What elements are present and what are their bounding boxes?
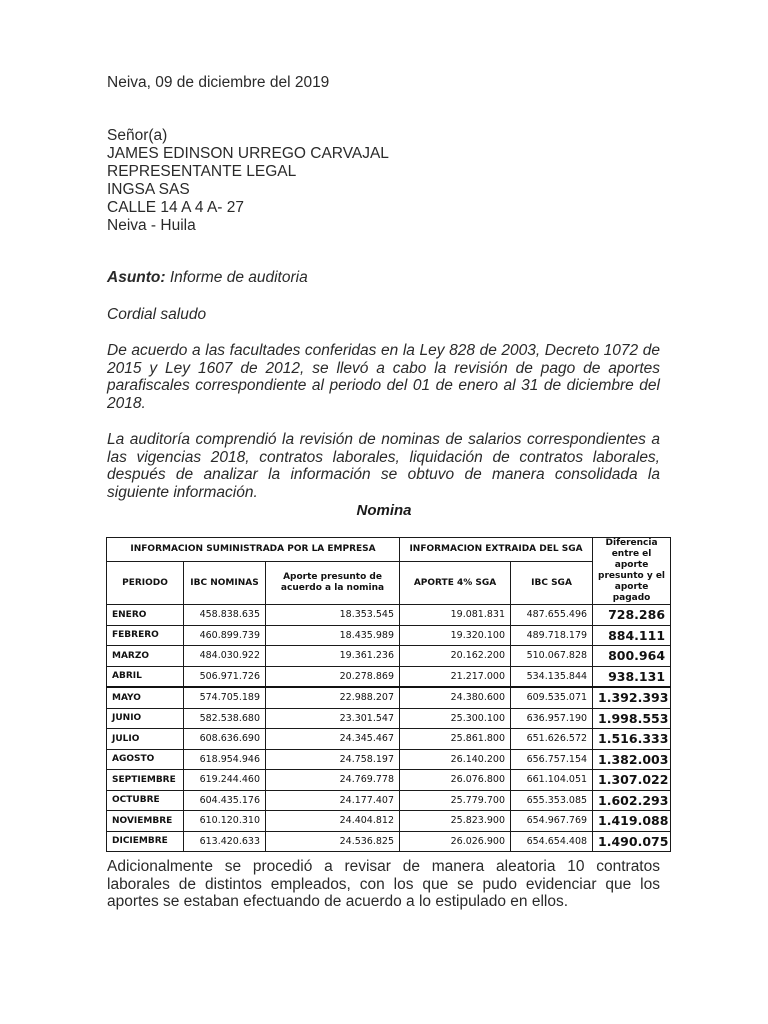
celda-aporte-presunto: 19.361.236 bbox=[266, 646, 400, 667]
celda-ibc-sga: 510.067.828 bbox=[511, 646, 593, 667]
table-row bbox=[107, 811, 671, 832]
celda-mes: MARZO bbox=[107, 646, 184, 667]
celda-ibc-nominas: 610.120.310 bbox=[184, 811, 266, 832]
celda-aporte-sga: 26.026.900 bbox=[400, 831, 511, 852]
celda-diferencia: 1.490.075 bbox=[593, 831, 671, 852]
destinatario-nombre: JAMES EDINSON URREGO CARVAJAL bbox=[107, 145, 389, 162]
celda-aporte-sga: 19.081.831 bbox=[400, 605, 511, 626]
celda-ibc-sga: 656.757.154 bbox=[511, 749, 593, 770]
table-row bbox=[107, 666, 671, 687]
table-row bbox=[107, 708, 671, 729]
celda-aporte-presunto: 24.345.467 bbox=[266, 729, 400, 750]
table-row bbox=[107, 646, 671, 667]
destinatario-direccion: CALLE 14 A 4 A- 27 bbox=[107, 199, 245, 216]
celda-mes: AGOSTO bbox=[107, 749, 184, 770]
celda-ibc-nominas: 574.705.189 bbox=[184, 687, 266, 708]
celda-aporte-presunto: 18.435.989 bbox=[266, 625, 400, 646]
celda-diferencia: 1.307.022 bbox=[593, 770, 671, 791]
celda-mes: ABRIL bbox=[107, 666, 184, 687]
celda-diferencia: 1.392.393 bbox=[593, 687, 671, 708]
celda-aporte-presunto: 24.177.407 bbox=[266, 790, 400, 811]
celda-mes: ENERO bbox=[107, 605, 184, 626]
celda-aporte-presunto: 23.301.547 bbox=[266, 708, 400, 729]
table-row bbox=[107, 625, 671, 646]
celda-ibc-nominas: 619.244.460 bbox=[184, 770, 266, 791]
celda-aporte-presunto: 22.988.207 bbox=[266, 687, 400, 708]
encabezado-diferencia: Diferencia entre el aporte presunto y el aporte pagado bbox=[593, 538, 671, 605]
celda-aporte-sga: 25.300.100 bbox=[400, 708, 511, 729]
celda-aporte-presunto: 20.278.869 bbox=[266, 666, 400, 687]
table-row bbox=[107, 729, 671, 750]
encabezado-grupo-sga: INFORMACION EXTRAIDA DEL SGA bbox=[400, 538, 593, 562]
celda-ibc-nominas: 506.971.726 bbox=[184, 666, 266, 687]
celda-ibc-nominas: 613.420.633 bbox=[184, 831, 266, 852]
celda-ibc-sga: 487.655.496 bbox=[511, 605, 593, 626]
celda-aporte-sga: 20.162.200 bbox=[400, 646, 511, 667]
celda-ibc-sga: 534.135.844 bbox=[511, 666, 593, 687]
celda-aporte-sga: 19.320.100 bbox=[400, 625, 511, 646]
saludo: Cordial saludo bbox=[107, 306, 207, 323]
destinatario-ciudad: Neiva - Huila bbox=[107, 217, 196, 234]
celda-ibc-sga: 651.626.572 bbox=[511, 729, 593, 750]
encabezado-aporte-sga: APORTE 4% SGA bbox=[400, 562, 511, 605]
encabezado-ibc-sga: IBC SGA bbox=[511, 562, 593, 605]
celda-diferencia: 1.419.088 bbox=[593, 811, 671, 832]
celda-aporte-presunto: 24.404.812 bbox=[266, 811, 400, 832]
celda-mes: OCTUBRE bbox=[107, 790, 184, 811]
tabla-nomina bbox=[106, 537, 671, 852]
table-row bbox=[107, 749, 671, 770]
celda-diferencia: 1.998.553 bbox=[593, 708, 671, 729]
celda-ibc-nominas: 618.954.946 bbox=[184, 749, 266, 770]
celda-diferencia: 1.602.293 bbox=[593, 790, 671, 811]
celda-aporte-sga: 24.380.600 bbox=[400, 687, 511, 708]
table-row bbox=[107, 770, 671, 791]
celda-aporte-presunto: 18.353.545 bbox=[266, 605, 400, 626]
encabezado-ibc-nominas: IBC NOMINAS bbox=[184, 562, 266, 605]
celda-aporte-sga: 25.823.900 bbox=[400, 811, 511, 832]
celda-ibc-sga: 654.967.769 bbox=[511, 811, 593, 832]
parrafo-introduccion: De acuerdo a las facultades conferidas en la Ley 828 de 2003, Decreto 1072 de 2015 y Ley 1607 de 2012, se llevó a cabo la revisión de pago de aportes parafiscales correspondiente al periodo del 01 de enero al 31 de diciembre del 2018. bbox=[107, 342, 660, 412]
celda-diferencia: 728.286 bbox=[593, 605, 671, 626]
celda-ibc-sga: 636.957.190 bbox=[511, 708, 593, 729]
celda-aporte-sga: 26.076.800 bbox=[400, 770, 511, 791]
encabezado-aporte-presunto: Aporte presunto de acuerdo a la nomina bbox=[266, 562, 400, 605]
destinatario-cargo: REPRESENTANTE LEGAL bbox=[107, 163, 297, 180]
celda-mes: NOVIEMBRE bbox=[107, 811, 184, 832]
celda-mes: DICIEMBRE bbox=[107, 831, 184, 852]
celda-ibc-nominas: 458.838.635 bbox=[184, 605, 266, 626]
celda-diferencia: 1.516.333 bbox=[593, 729, 671, 750]
celda-diferencia: 884.111 bbox=[593, 625, 671, 646]
celda-mes: MAYO bbox=[107, 687, 184, 708]
asunto bbox=[107, 269, 308, 287]
tabla-titulo: Nomina bbox=[356, 502, 412, 519]
destinatario-empresa: INGSA SAS bbox=[107, 181, 190, 198]
celda-ibc-sga: 661.104.051 bbox=[511, 770, 593, 791]
celda-mes: FEBRERO bbox=[107, 625, 184, 646]
celda-aporte-sga: 25.779.700 bbox=[400, 790, 511, 811]
celda-ibc-sga: 654.654.408 bbox=[511, 831, 593, 852]
table-row bbox=[107, 605, 671, 626]
celda-ibc-nominas: 484.030.922 bbox=[184, 646, 266, 667]
celda-aporte-sga: 25.861.800 bbox=[400, 729, 511, 750]
celda-ibc-sga: 655.353.085 bbox=[511, 790, 593, 811]
asunto-label: Asunto: bbox=[107, 269, 166, 286]
celda-aporte-presunto: 24.758.197 bbox=[266, 749, 400, 770]
fecha: Neiva, 09 de diciembre del 2019 bbox=[107, 74, 330, 91]
celda-mes: SEPTIEMBRE bbox=[107, 770, 184, 791]
encabezado-grupo-empresa: INFORMACION SUMINISTRADA POR LA EMPRESA bbox=[107, 538, 400, 562]
celda-ibc-nominas: 604.435.176 bbox=[184, 790, 266, 811]
celda-ibc-sga: 609.535.071 bbox=[511, 687, 593, 708]
encabezado-periodo: PERIODO bbox=[107, 562, 184, 605]
celda-aporte-presunto: 24.536.825 bbox=[266, 831, 400, 852]
celda-aporte-presunto: 24.769.778 bbox=[266, 770, 400, 791]
celda-mes: JULIO bbox=[107, 729, 184, 750]
celda-aporte-sga: 26.140.200 bbox=[400, 749, 511, 770]
celda-diferencia: 938.131 bbox=[593, 666, 671, 687]
asunto-texto: Informe de auditoria bbox=[165, 269, 308, 286]
table-row bbox=[107, 687, 671, 708]
celda-ibc-nominas: 460.899.739 bbox=[184, 625, 266, 646]
table-row bbox=[107, 790, 671, 811]
celda-ibc-sga: 489.718.179 bbox=[511, 625, 593, 646]
table-row bbox=[107, 831, 671, 852]
celda-ibc-nominas: 582.538.680 bbox=[184, 708, 266, 729]
celda-mes: JUNIO bbox=[107, 708, 184, 729]
celda-diferencia: 800.964 bbox=[593, 646, 671, 667]
celda-aporte-sga: 21.217.000 bbox=[400, 666, 511, 687]
celda-ibc-nominas: 608.636.690 bbox=[184, 729, 266, 750]
parrafo-contratos: Adicionalmente se procedió a revisar de manera aleatoria 10 contratos laborales de distintos empleados, con los que se pudo evidenciar que los aportes se estaban efectuando de acuerdo a lo estipulado en ellos. bbox=[107, 858, 660, 911]
saludo-titulo: Señor(a) bbox=[107, 127, 168, 144]
parrafo-alcance: La auditoría comprendió la revisión de nominas de salarios correspondientes a las vigencias 2018, contratos laborales, liquidación de contratos laborales, después de analizar la información se obtuvo de manera consolidada la siguiente información. bbox=[107, 431, 660, 501]
celda-diferencia: 1.382.003 bbox=[593, 749, 671, 770]
